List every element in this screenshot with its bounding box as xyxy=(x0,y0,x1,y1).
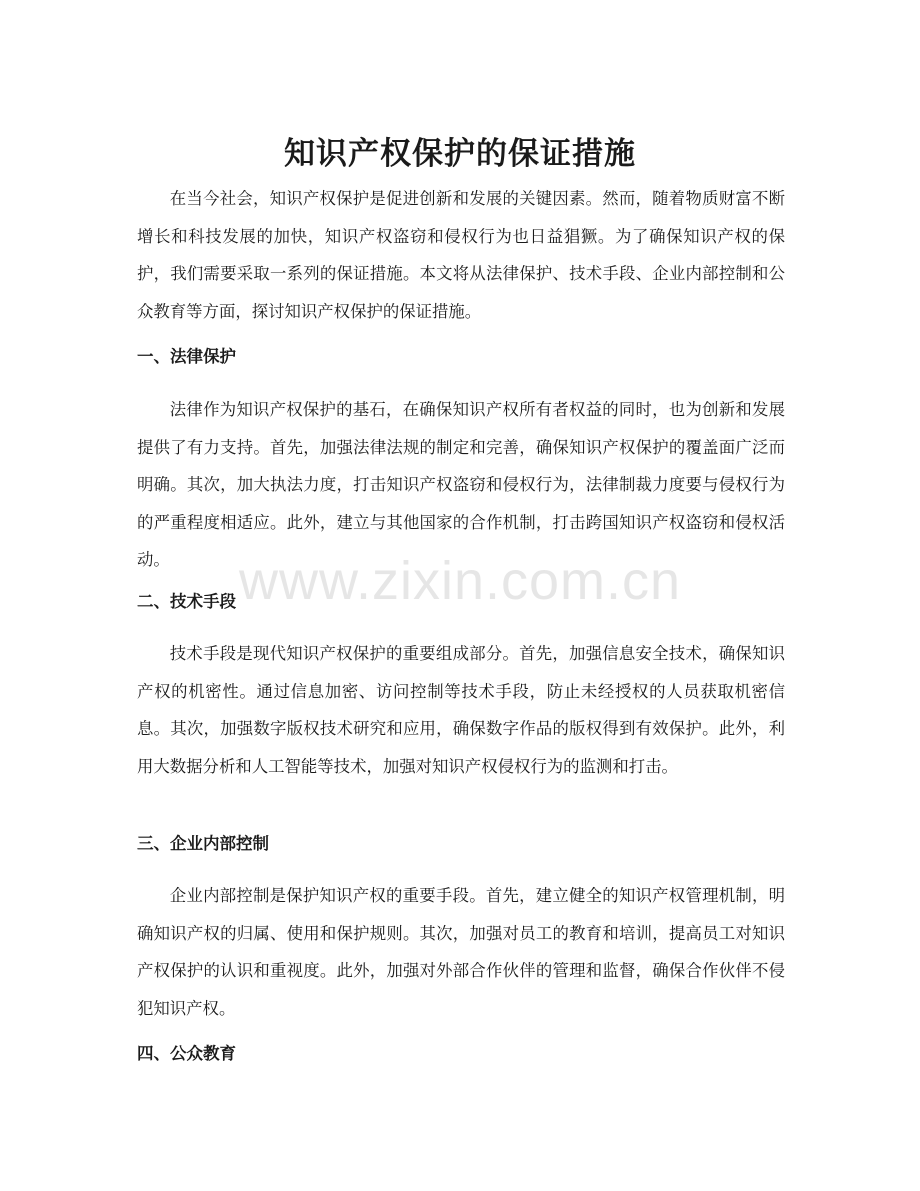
section-body-legal: 法律作为知识产权保护的基石，在确保知识产权所有者权益的同时，也为创新和发展提供了有力支持。首先，加强法律法规的制定和完善，确保知识产权保护的覆盖面广泛而明确。其次，加大执法力度，打击知识产权盗窃和侵权行为，法律制裁力度要与侵权行为的严重程度相适应。此外，建立与其他国家的合作机制，打击跨国知识产权盗窃和侵权活动。 xyxy=(137,400,785,569)
section-heading-internal-control: 三、企业内部控制 xyxy=(137,834,269,853)
section-heading-legal: 一、法律保护 xyxy=(137,347,236,366)
section-heading-public-education: 四、公众教育 xyxy=(137,1044,236,1063)
section-body-technical: 技术手段是现代知识产权保护的重要组成部分。首先，加强信息安全技术，确保知识产权的机密性。通过信息加密、访问控制等技术手段，防止未经授权的人员获取机密信息。其次，加强数字版权技术研究和应用，确保数字作品的版权得到有效保护。此外，利用大数据分析和人工智能等技术，加强对知识产权侵权行为的监测和打击。 xyxy=(137,644,785,776)
section-heading-technical: 二、技术手段 xyxy=(137,592,236,611)
watermark-text: www.zixin.com.cn xyxy=(238,551,682,611)
section-body-internal-control: 企业内部控制是保护知识产权的重要手段。首先，建立健全的知识产权管理机制，明确知识产权的归属、使用和保护规则。其次，加强对员工的教育和培训，提高员工对知识产权保护的认识和重视度。此外，加强对外部合作伙伴的管理和监督，确保合作伙伴不侵犯知识产权。 xyxy=(137,886,785,1018)
document-title: 知识产权保护的保证措施 xyxy=(284,135,636,172)
intro-paragraph: 在当今社会，知识产权保护是促进创新和发展的关键因素。然而，随着物质财富不断增长和科技发展的加快，知识产权盗窃和侵权行为也日益猖獗。为了确保知识产权的保护，我们需要采取一系列的保证措施。本文将从法律保护、技术手段、企业内部控制和公众教育等方面，探讨知识产权保护的保证措施。 xyxy=(137,189,785,321)
